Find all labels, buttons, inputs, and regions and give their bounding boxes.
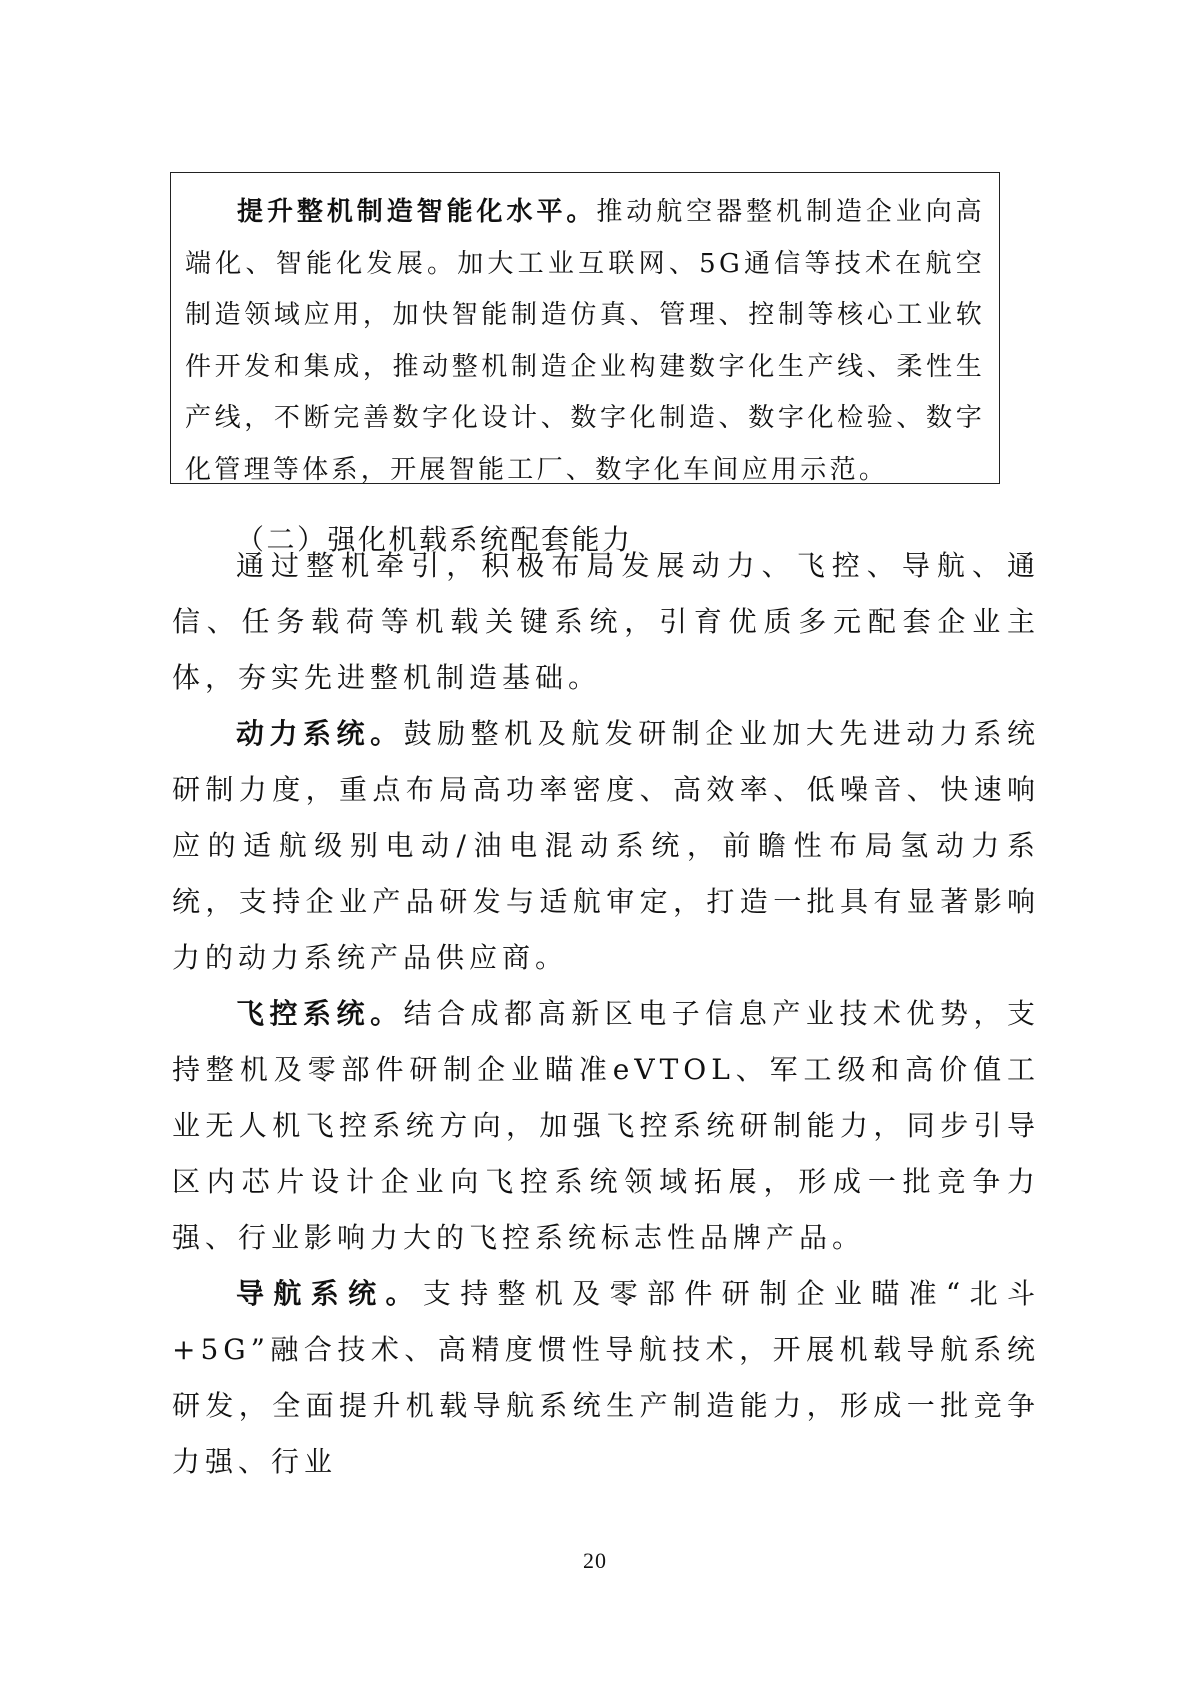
box-paragraph: [185, 187, 985, 496]
power-system-body: 鼓励整机及航发研制企业加大先进动力系统研制力度，重点布局高功率密度、高效率、低噪音、快速响应的适航级别电动/油电混动系统，前瞻性布局氢动力系统，支持企业产品研发与适航审定，打造一批具有显著影响力的动力系统产品供应商。: [172, 717, 1040, 974]
power-system-lead: 动力系统。: [236, 717, 404, 750]
section-intro: 通过整机牵引，积极布局发展动力、飞控、导航、通信、任务载荷等机载关键系统，引育优质多元配套企业主体，夯实先进整机制造基础。: [172, 549, 1040, 694]
highlight-box: [170, 172, 1000, 484]
flight-control-lead: 飞控系统。: [236, 997, 404, 1030]
section-body: [172, 538, 1040, 1490]
section-heading: （二）强化机载系统配套能力: [236, 523, 633, 556]
page-number: 20: [583, 1548, 607, 1573]
paragraph-navigation-system: [172, 1266, 1040, 1490]
flight-control-body: 结合成都高新区电子信息产业技术优势，支持整机及零部件研制企业瞄准eVTOL、军工级和高价值工业无人机飞控系统方向，加强飞控系统研制能力，同步引导区内芯片设计企业向飞控系统领域拓展，形成一批竞争力强、行业影响力大的飞控系统标志性品牌产品。: [172, 997, 1040, 1254]
navigation-body: 支持整机及零部件研制企业瞄准“北斗+5G”融合技术、高精度惯性导航技术，开展机载导航系统研发，全面提升机载导航系统生产制造能力，形成一批竞争力强、行业: [172, 1277, 1040, 1478]
paragraph-flight-control-system: [172, 986, 1040, 1266]
navigation-lead: 导航系统。: [236, 1277, 423, 1310]
box-lead: 提升整机制造智能化水平。: [237, 197, 597, 227]
box-body: 推动航空器整机制造企业向高端化、智能化发展。加大工业互联网、5G通信等技术在航空制造领域应用，加快智能制造仿真、管理、控制等核心工业软件开发和集成，推动整机制造企业构建数字化生产线、柔性生产线，不断完善数字化设计、数字化制造、数字化检验、数字化管理等体系，开展智能工厂、数字化车间应用示范。: [185, 197, 985, 485]
paragraph-power-system: [172, 706, 1040, 986]
